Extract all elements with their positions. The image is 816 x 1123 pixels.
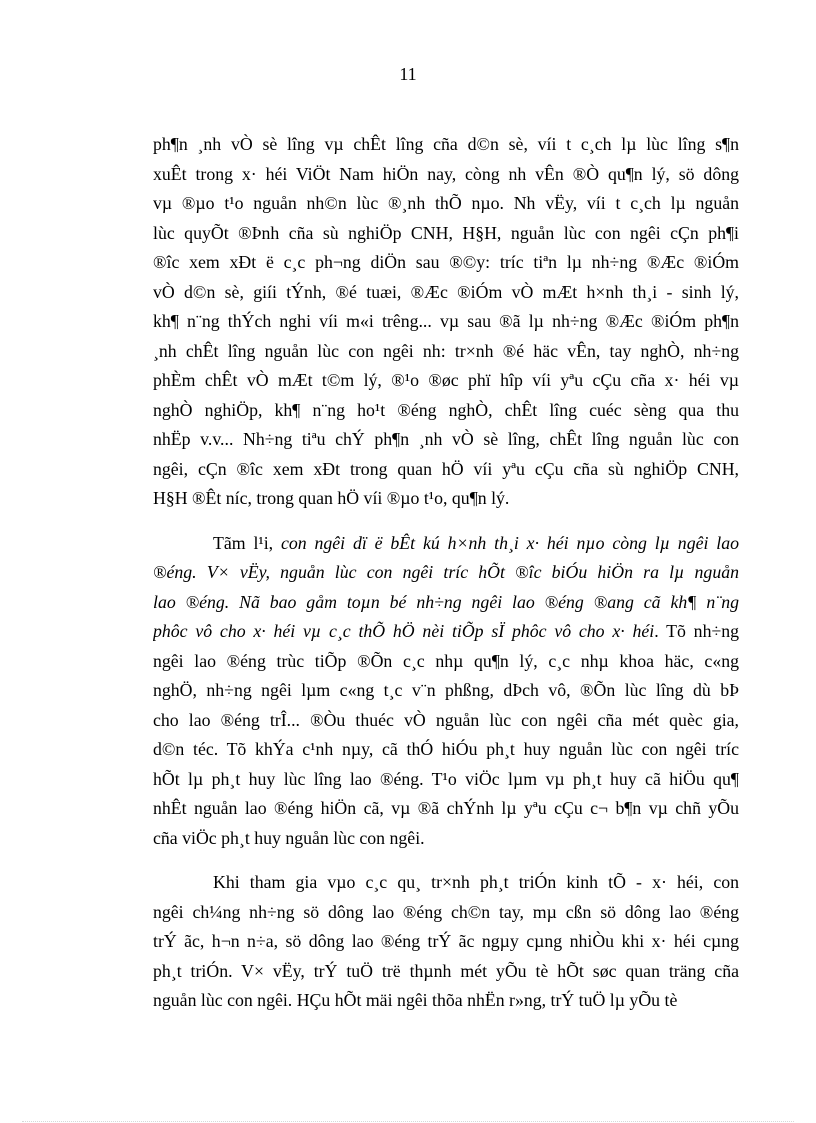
text-line bbox=[153, 529, 739, 559]
text-line bbox=[153, 558, 739, 588]
text-line bbox=[153, 824, 739, 854]
text-line bbox=[153, 868, 739, 898]
text-segment: nhÊt nguån lao ®éng hiÖn cã, vµ ®ã chÝnh lµ yªu cÇu c¬ b¶n vµ chñ yÕu bbox=[153, 798, 739, 818]
text-line bbox=[153, 307, 739, 337]
text-segment: trÝ ãc, h¬n n÷a, sö dông lao ®éng trÝ ãc ngµy cµng nhiÒu khi x· héi cµng bbox=[153, 931, 739, 951]
text-line bbox=[153, 248, 739, 278]
text-line bbox=[153, 455, 739, 485]
text-line bbox=[153, 189, 739, 219]
text-segment: vµ ®µo t¹o nguån nh©n lùc ®¸nh thÕ nµo. Nh vËy, víi t c¸ch lµ nguån bbox=[153, 193, 739, 213]
text-segment: phÈm chÊt vÒ mÆt t©m lý, ®¹o ®øc phï hîp víi yªu cÇu cña x· héi vµ bbox=[153, 370, 739, 390]
text-line bbox=[153, 898, 739, 928]
text-segment: ph¶n ¸nh vÒ sè lîng vµ chÊt lîng cña d©n sè, víi t c¸ch lµ lùc lîng s¶n bbox=[153, 134, 739, 154]
text-line bbox=[153, 278, 739, 308]
text-segment: ®îc xem xÐt ë c¸c ph¬ng diÖn sau ®©y: tríc tiªn lµ nh÷ng ®Æc ®iÓm bbox=[153, 252, 739, 272]
text-segment: ngêi, cÇn ®îc xem xÐt trong quan hÖ víi yªu cÇu cña sù nghiÖp CNH, bbox=[153, 458, 739, 479]
text-segment: cho lao ®éng trÎ... ®Òu thuéc vÒ nguån lùc con ngêi cña mét quèc gia, bbox=[153, 709, 739, 730]
text-line bbox=[153, 425, 739, 455]
text-line bbox=[153, 484, 739, 514]
text-segment: kh¶ n¨ng thÝch nghi víi m«i trêng... vµ sau ®ã lµ nh÷ng ®Æc ®iÓm ph¶n bbox=[153, 311, 739, 331]
text-segment: nhËp v.v... Nh÷ng tiªu chÝ ph¶n ¸nh vÒ sè lîng, chÊt lîng nguån lùc con bbox=[153, 429, 739, 449]
text-segment: cña viÖc ph¸t huy nguån lùc con ngêi. bbox=[153, 827, 425, 848]
text-line bbox=[153, 986, 739, 1016]
text-line bbox=[153, 588, 739, 618]
text-segment: d©n téc. Tõ khÝa c¹nh nµy, cã thÓ hiÓu ph¸t huy nguån lùc con ngêi tríc bbox=[153, 739, 739, 759]
text-segment: . Tõ nh÷ng bbox=[654, 621, 739, 641]
text-line bbox=[153, 676, 739, 706]
paragraph-gap bbox=[153, 853, 739, 868]
text-line bbox=[153, 396, 739, 426]
page-number: 11 bbox=[399, 64, 417, 84]
body-text bbox=[153, 130, 739, 1016]
text-segment: Khi tham gia vµo c¸c qu¸ tr×nh ph¸t triÓn kinh tÕ - x· héi, con bbox=[213, 872, 739, 892]
text-line bbox=[153, 219, 739, 249]
text-line bbox=[153, 617, 739, 647]
text-line bbox=[153, 160, 739, 190]
paragraph bbox=[153, 130, 739, 514]
text-segment: nguån lùc con ngêi. HÇu hÕt mäi ngêi thõa nhËn r»ng, trÝ tuÖ lµ yÕu tè bbox=[153, 990, 678, 1010]
italic-text-segment: con ngêi dï ë bÊt kú h×nh th¸i x· héi nµo còng lµ ngêi lao bbox=[280, 532, 739, 553]
paragraph bbox=[153, 529, 739, 854]
text-line bbox=[153, 366, 739, 396]
text-segment: H§H ®Êt níc, trong quan hÖ víi ®µo t¹o, qu¶n lý. bbox=[153, 488, 510, 508]
text-segment: ngêi ch¼ng nh÷ng sö dông lao ®éng ch©n tay, mµ cßn sö dông lao ®éng bbox=[153, 901, 739, 922]
text-segment: nghÖ, nh÷ng ngêi lµm c«ng t¸c v¨n phßng, dÞch vô, ®Õn lùc lîng dù bÞ bbox=[153, 680, 739, 700]
text-line bbox=[153, 706, 739, 736]
text-line bbox=[153, 927, 739, 957]
text-segment: ngêi lao ®éng trùc tiÕp ®Õn c¸c nhµ qu¶n lý, c¸c nhµ khoa häc, c«ng bbox=[153, 650, 739, 671]
text-line bbox=[153, 735, 739, 765]
text-segment: lùc quyÕt ®Þnh cña sù nghiÖp CNH, H§H, nguån lùc con ngêi cÇn ph¶i bbox=[153, 222, 739, 243]
italic-text-segment: ®éng. V× vËy, nguån lùc con ngêi tríc hÕt ®îc biÓu hiÖn ra lµ nguån bbox=[153, 562, 739, 582]
paragraph-gap bbox=[153, 514, 739, 529]
text-segment: vÒ d©n sè, giíi tÝnh, ®é tuæi, ®Æc ®iÓm vÒ mÆt h×nh th¸i - sinh lý, bbox=[153, 281, 739, 302]
text-line bbox=[153, 765, 739, 795]
text-segment: Tãm l¹i, bbox=[213, 532, 281, 553]
text-segment: nghÒ nghiÖp, kh¶ n¨ng ho¹t ®éng nghÒ, chÊt lîng cuéc sèng qua thu bbox=[153, 399, 739, 420]
text-segment: ph¸t triÓn. V× vËy, trÝ tuÖ trë thµnh mét yÕu tè hÕt søc quan träng cña bbox=[153, 960, 739, 981]
text-segment: xuÊt trong x· héi ViÖt Nam hiÖn nay, còng nh vÊn ®Ò qu¶n lý, sö dông bbox=[153, 163, 739, 184]
text-line bbox=[153, 957, 739, 987]
text-segment: ¸nh chÊt lîng nguån lùc con ngêi nh: tr×nh ®é häc vÊn, tay nghÒ, nh÷ng bbox=[153, 340, 739, 361]
text-line bbox=[153, 130, 739, 160]
italic-text-segment: phôc vô cho x· héi vµ c¸c thÕ hÖ nèi tiÕp sÏ phôc vô cho x· héi bbox=[153, 621, 655, 641]
page-bottom-divider bbox=[22, 1121, 794, 1122]
text-line bbox=[153, 647, 739, 677]
italic-text-segment: lao ®éng. Nã bao gåm toµn bé nh÷ng ngêi lao ®éng ®ang cã kh¶ n¨ng bbox=[153, 591, 739, 612]
text-line bbox=[153, 794, 739, 824]
text-segment: hÕt lµ ph¸t huy lùc lîng lao ®éng. T¹o viÖc lµm vµ ph¸t huy cã hiÖu qu¶ bbox=[153, 768, 739, 789]
text-line bbox=[153, 337, 739, 367]
paragraph bbox=[153, 868, 739, 1016]
